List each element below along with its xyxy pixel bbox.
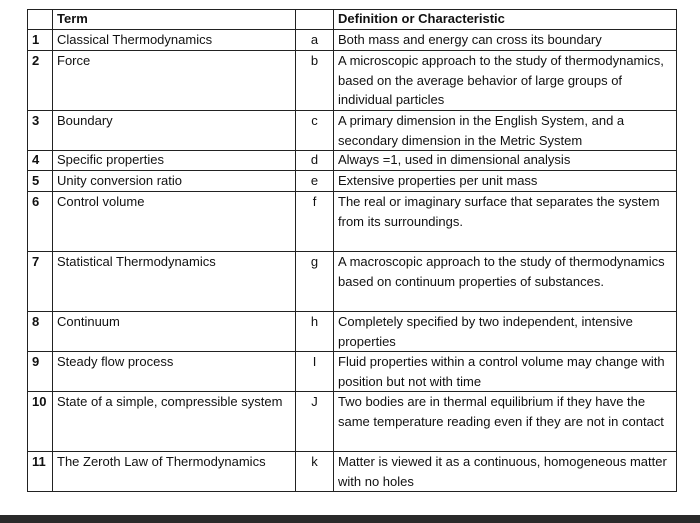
term-cell: Steady flow process [53,352,296,392]
definition-cell: A primary dimension in the English System, and a secondary dimension in the Metric System [334,111,677,151]
definition-cell: Extensive properties per unit mass [334,171,677,192]
term-cell: Specific properties [53,151,296,171]
term-cell: The Zeroth Law of Thermodynamics [53,452,296,492]
table-row [28,352,677,392]
table-row [28,192,677,252]
letter-cell: c [296,111,334,151]
letter-cell: k [296,452,334,492]
row-number: 6 [28,192,53,252]
definition-cell: Both mass and energy can cross its boundary [334,30,677,51]
letter-cell: J [296,392,334,452]
term-cell: Continuum [53,312,296,352]
row-number: 9 [28,352,53,392]
definition-cell: The real or imaginary surface that separates the system from its surroundings. [334,192,677,252]
definition-cell: Completely specified by two independent, intensive properties [334,312,677,352]
definition-cell: A macroscopic approach to the study of thermodynamics based on continuum properties of substances. [334,252,677,312]
letter-cell: I [296,352,334,392]
term-cell: Statistical Thermodynamics [53,252,296,312]
definition-cell: Two bodies are in thermal equilibrium if they have the same temperature reading even if they are not in contact [334,392,677,452]
table-row [28,30,677,51]
term-cell: Force [53,51,296,111]
term-cell: Boundary [53,111,296,151]
term-cell: Unity conversion ratio [53,171,296,192]
letter-cell: b [296,51,334,111]
row-number: 7 [28,252,53,312]
term-cell: Classical Thermodynamics [53,30,296,51]
row-number: 1 [28,30,53,51]
table-row [28,151,677,171]
header-num-cell [28,10,53,30]
row-number: 10 [28,392,53,452]
definition-cell: Matter is viewed it as a continuous, homogeneous matter with no holes [334,452,677,492]
definition-cell: Fluid properties within a control volume may change with position but not with time [334,352,677,392]
matching-table [27,9,677,492]
row-number: 3 [28,111,53,151]
row-number: 4 [28,151,53,171]
bottom-divider-bar [0,515,700,523]
definition-cell: A microscopic approach to the study of thermodynamics, based on the average behavior of large groups of individual particles [334,51,677,111]
letter-cell: d [296,151,334,171]
header-definition: Definition or Characteristic [334,10,677,30]
table-row [28,171,677,192]
table-row [28,312,677,352]
table-row [28,111,677,151]
row-number: 2 [28,51,53,111]
letter-cell: e [296,171,334,192]
header-row [28,10,677,30]
table-row [28,51,677,111]
table-row [28,392,677,452]
row-number: 8 [28,312,53,352]
term-cell: State of a simple, compressible system [53,392,296,452]
row-number: 5 [28,171,53,192]
definition-cell: Always =1, used in dimensional analysis [334,151,677,171]
table-row [28,252,677,312]
header-term: Term [53,10,296,30]
letter-cell: f [296,192,334,252]
table-row [28,452,677,492]
header-letter-cell [296,10,334,30]
row-number: 11 [28,452,53,492]
letter-cell: g [296,252,334,312]
letter-cell: h [296,312,334,352]
letter-cell: a [296,30,334,51]
term-cell: Control volume [53,192,296,252]
